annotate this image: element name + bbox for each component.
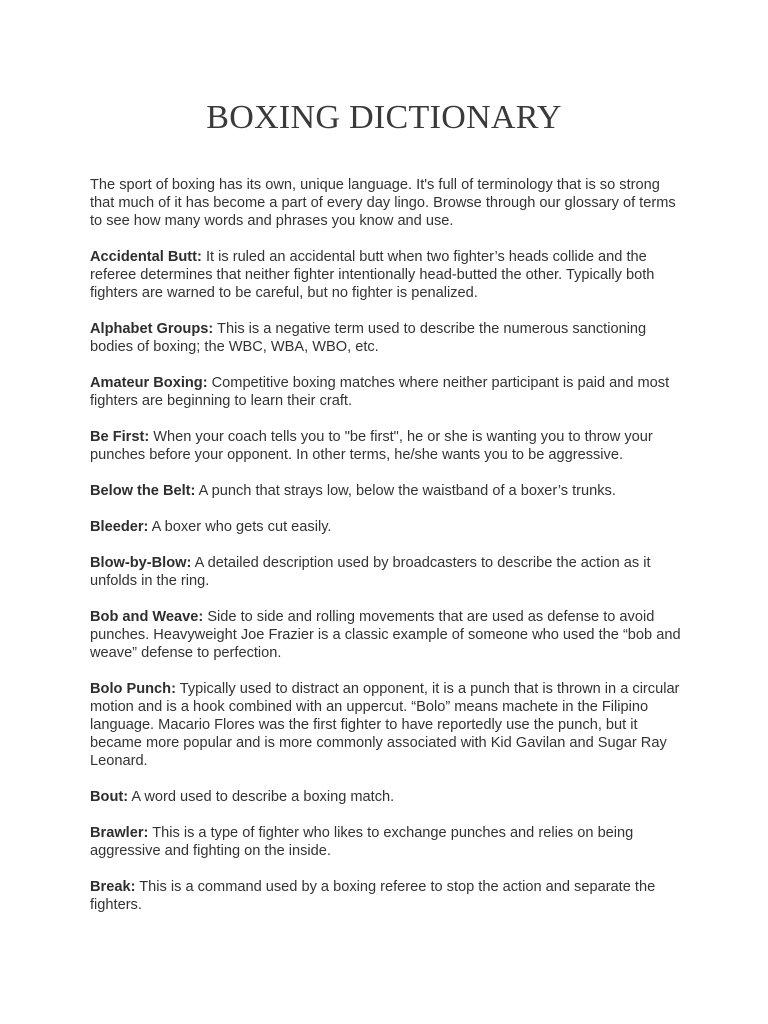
entry-term: Blow-by-Blow: bbox=[90, 555, 192, 571]
entry-term: Be First: bbox=[90, 429, 150, 445]
entry-alphabet-groups bbox=[90, 320, 682, 356]
entry-definition: A detailed description used by broadcasters to describe the action as it unfolds in the ring. bbox=[90, 555, 651, 589]
entry-term: Bout: bbox=[90, 789, 129, 805]
entry-term: Amateur Boxing: bbox=[90, 375, 208, 391]
entry-definition: This is a negative term used to describe the numerous sanctioning bodies of boxing; the WBC, WBA, WBO, etc. bbox=[90, 321, 647, 355]
entry-bolo-punch bbox=[90, 680, 682, 770]
entry-bout bbox=[90, 788, 682, 806]
entry-definition: Side to side and rolling movements that are used as defense to avoid punches. Heavyweight Joe Frazier is a classic example of someone who used the “bob and weave” defense to perfection. bbox=[90, 609, 681, 661]
entry-bob-and-weave bbox=[90, 608, 682, 662]
entry-term: Alphabet Groups: bbox=[90, 321, 214, 337]
entry-break bbox=[90, 878, 682, 914]
entry-term: Below the Belt: bbox=[90, 483, 196, 499]
entry-below-the-belt bbox=[90, 482, 682, 500]
entry-definition: A word used to describe a boxing match. bbox=[128, 789, 395, 805]
entry-bleeder bbox=[90, 518, 682, 536]
entry-definition: Competitive boxing matches where neither participant is paid and most fighters are beginning to learn their craft. bbox=[90, 375, 670, 409]
entry-term: Bleeder: bbox=[90, 519, 149, 535]
entry-definition: Typically used to distract an opponent, it is a punch that is thrown in a circular motion and is a hook combined with an uppercut. “Bolo” means machete in the Filipino language. Macario Flores was the first fighter to have reportedly use the punch, but it became more popular and is more commonly associated with Kid Gavilan and Sugar Ray Leonard. bbox=[90, 681, 680, 769]
entry-term: Bob and Weave: bbox=[90, 609, 204, 625]
document-body bbox=[90, 176, 682, 932]
intro-paragraph: The sport of boxing has its own, unique language. It's full of terminology that is so strong that much of it has become a part of every day lingo. Browse through our glossary of terms to see how many words and phrases you know and use. bbox=[90, 177, 676, 229]
entry-definition: It is ruled an accidental butt when two fighter’s heads collide and the referee determines that neither fighter intentionally head-butted the other. Typically both fighters are warned to be careful, but no fighter is penalized. bbox=[90, 249, 655, 301]
entry-be-first bbox=[90, 428, 682, 464]
entry-definition: This is a type of fighter who likes to exchange punches and relies on being aggressive and fighting on the inside. bbox=[90, 825, 634, 859]
entry-blow-by-blow bbox=[90, 554, 682, 590]
entry-term: Accidental Butt: bbox=[90, 249, 202, 265]
entry-term: Bolo Punch: bbox=[90, 681, 176, 697]
entry-definition: This is a command used by a boxing referee to stop the action and separate the fighters. bbox=[90, 879, 656, 913]
entry-definition: A boxer who gets cut easily. bbox=[148, 519, 332, 535]
entry-brawler bbox=[90, 824, 682, 860]
document-title: BOXING DICTIONARY bbox=[206, 99, 562, 136]
entry-definition: When your coach tells you to "be first", he or she is wanting you to throw your punches before your opponent. In other terms, he/she wants you to be aggressive. bbox=[90, 429, 653, 463]
entry-term: Brawler: bbox=[90, 825, 149, 841]
entry-amateur-boxing bbox=[90, 374, 682, 410]
entry-definition: A punch that strays low, below the waistband of a boxer’s trunks. bbox=[195, 483, 616, 499]
entry-term: Break: bbox=[90, 879, 136, 895]
entry-accidental-butt bbox=[90, 248, 682, 302]
